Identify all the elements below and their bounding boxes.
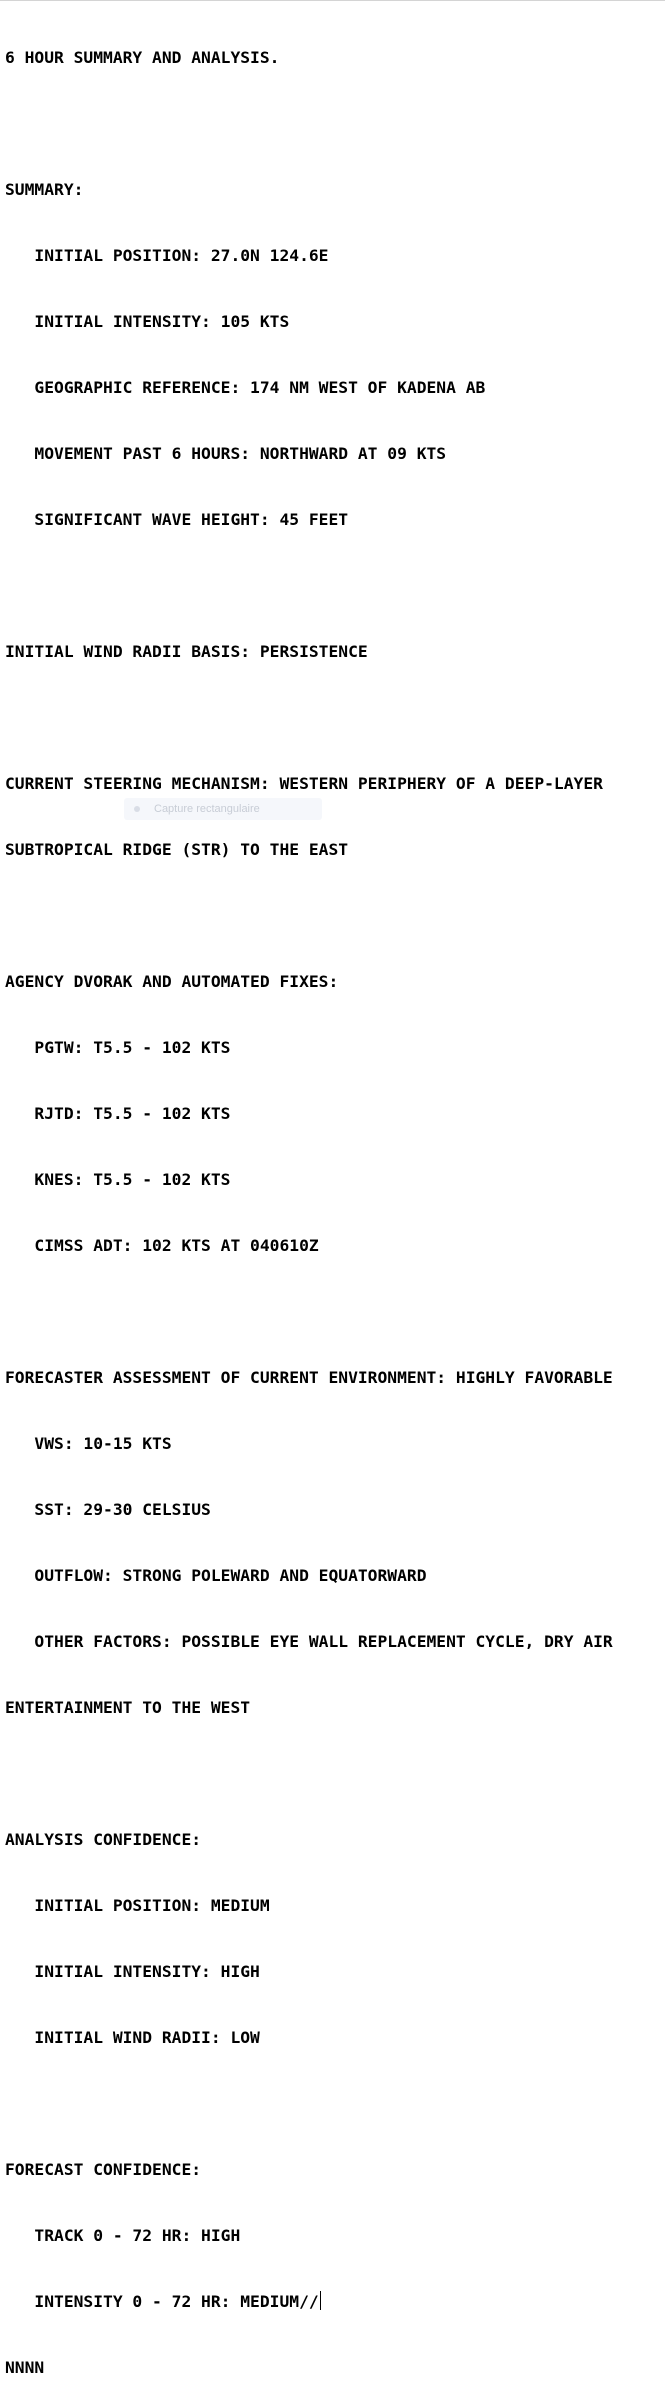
doc-line-26: ENTERTAINMENT TO THE WEST [5, 1698, 251, 1717]
doc-line-23: SST: 29-30 CELSIUS [5, 1500, 211, 1519]
doc-line-22: VWS: 10-15 KTS [5, 1434, 172, 1453]
doc-line-19: CIMSS ADT: 102 KTS AT 040610Z [5, 1236, 319, 1255]
text-editor-content[interactable] [5, 3, 613, 2401]
doc-line-21: FORECASTER ASSESSMENT OF CURRENT ENVIRONMENT: HIGHLY FAVORABLE [5, 1368, 613, 1387]
doc-line-16: PGTW: T5.5 - 102 KTS [5, 1038, 231, 1057]
doc-line-20 [5, 1301, 613, 1323]
doc-line-27 [5, 1763, 613, 1785]
doc-line-8: SIGNIFICANT WAVE HEIGHT: 45 FEET [5, 510, 349, 529]
doc-line-2 [5, 113, 613, 135]
doc-line-35 [5, 2291, 613, 2313]
capture-dot-icon [134, 806, 140, 812]
doc-line-15: AGENCY DVORAK AND AUTOMATED FIXES: [5, 972, 339, 991]
doc-line-6: GEOGRAPHIC REFERENCE: 174 NM WEST OF KADENA AB [5, 378, 486, 397]
doc-line-35-text: INTENSITY 0 - 72 HR: MEDIUM// [5, 2292, 319, 2311]
doc-line-29: INITIAL POSITION: MEDIUM [5, 1896, 270, 1915]
doc-line-9 [5, 575, 613, 597]
doc-line-3: SUMMARY: [5, 180, 84, 199]
doc-line-18: KNES: T5.5 - 102 KTS [5, 1170, 231, 1189]
doc-line-24: OUTFLOW: STRONG POLEWARD AND EQUATORWARD [5, 1566, 427, 1585]
text-cursor [320, 2291, 321, 2310]
doc-line-31: INITIAL WIND RADII: LOW [5, 2028, 260, 2047]
doc-line-34: TRACK 0 - 72 HR: HIGH [5, 2226, 241, 2245]
doc-line-32 [5, 2093, 613, 2115]
doc-line-17: RJTD: T5.5 - 102 KTS [5, 1104, 231, 1123]
doc-line-11 [5, 707, 613, 729]
doc-line-4: INITIAL POSITION: 27.0N 124.6E [5, 246, 329, 265]
doc-line-30: INITIAL INTENSITY: HIGH [5, 1962, 260, 1981]
doc-line-1: 6 HOUR SUMMARY AND ANALYSIS. [5, 48, 280, 67]
capture-tooltip-label: Capture rectangulaire [154, 803, 260, 815]
doc-line-14 [5, 905, 613, 927]
doc-line-7: MOVEMENT PAST 6 HOURS: NORTHWARD AT 09 KTS [5, 444, 447, 463]
doc-line-12: CURRENT STEERING MECHANISM: WESTERN PERIPHERY OF A DEEP-LAYER [5, 774, 603, 793]
doc-line-13: SUBTROPICAL RIDGE (STR) TO THE EAST [5, 840, 349, 859]
window-top-border [0, 0, 665, 1]
capture-tooltip [124, 798, 322, 820]
doc-line-33: FORECAST CONFIDENCE: [5, 2160, 202, 2179]
doc-line-10: INITIAL WIND RADII BASIS: PERSISTENCE [5, 642, 368, 661]
doc-line-28: ANALYSIS CONFIDENCE: [5, 1830, 202, 1849]
doc-line-5: INITIAL INTENSITY: 105 KTS [5, 312, 290, 331]
doc-line-25: OTHER FACTORS: POSSIBLE EYE WALL REPLACEMENT CYCLE, DRY AIR [5, 1632, 613, 1651]
doc-line-36: NNNN [5, 2358, 45, 2377]
